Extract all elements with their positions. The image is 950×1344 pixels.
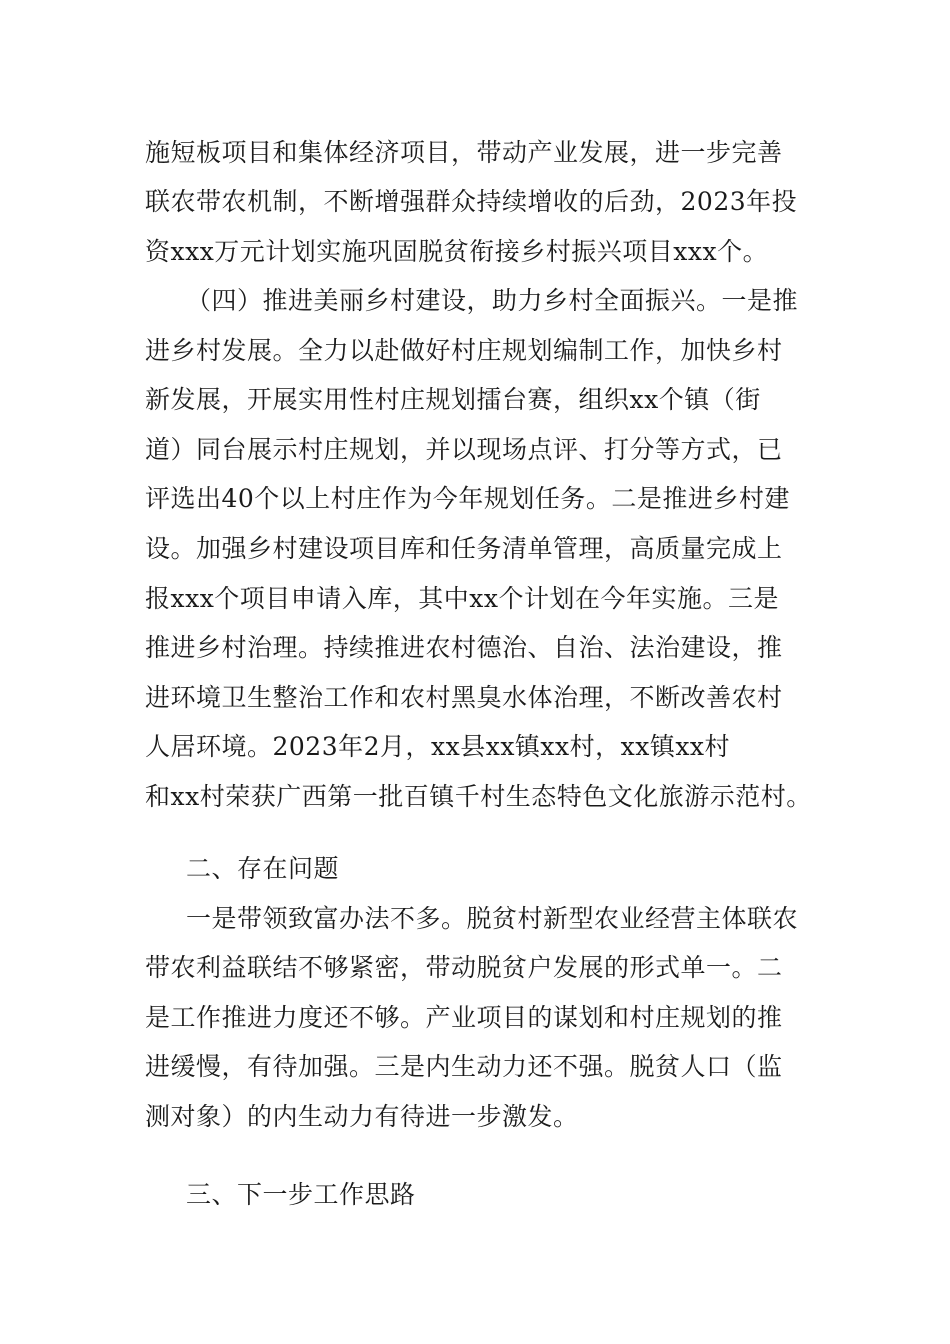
section-heading-next-steps: 三、下一步工作思路 <box>186 1180 416 1209</box>
text-line: 报xxx个项目申请入库，其中xx个计划在今年实施。三是 <box>145 584 779 613</box>
text-line: 是工作推进力度还不够。产业项目的谋划和村庄规划的推 <box>145 1003 783 1032</box>
text-line: 设。加强乡村建设项目库和任务清单管理，高质量完成上 <box>145 534 783 563</box>
text-line: 进缓慢，有待加强。三是内生动力还不强。脱贫人口（监 <box>145 1052 783 1081</box>
text-line: 推进乡村治理。持续推进农村德治、自治、法治建设，推 <box>145 633 783 662</box>
text-line: 测对象）的内生动力有待进一步激发。 <box>145 1102 579 1131</box>
text-line: 施短板项目和集体经济项目，带动产业发展，进一步完善 <box>145 138 783 167</box>
text-line: 进环境卫生整治工作和农村黑臭水体治理，不断改善农村 <box>145 683 783 712</box>
text-line: 带农利益联结不够紧密，带动脱贫户发展的形式单一。二 <box>145 953 783 982</box>
text-line: 评选出40个以上村庄作为今年规划任务。二是推进乡村建 <box>145 484 790 513</box>
text-line: 进乡村发展。全力以赴做好村庄规划编制工作，加快乡村 <box>145 336 783 365</box>
text-line: 资xxx万元计划实施巩固脱贫衔接乡村振兴项目xxx个。 <box>145 237 769 266</box>
text-line: 新发展，开展实用性村庄规划擂台赛，组织xx个镇（街 <box>145 385 761 414</box>
text-line: 道）同台展示村庄规划，并以现场点评、打分等方式，已 <box>145 435 783 464</box>
text-line: 一是带领致富办法不多。脱贫村新型农业经营主体联农 <box>186 904 799 933</box>
paragraph-heading-4: （四）推进美丽乡村建设，助力乡村全面振兴。一是推 <box>186 286 799 315</box>
section-heading-problems: 二、存在问题 <box>186 854 340 883</box>
text-line: 联农带农机制，不断增强群众持续增收的后劲，2023年投 <box>145 187 798 216</box>
text-line: 和xx村荣获广西第一批百镇千村生态特色文化旅游示范村。 <box>145 782 812 811</box>
text-line: 人居环境。2023年2月，xx县xx镇xx村，xx镇xx村 <box>145 732 731 761</box>
